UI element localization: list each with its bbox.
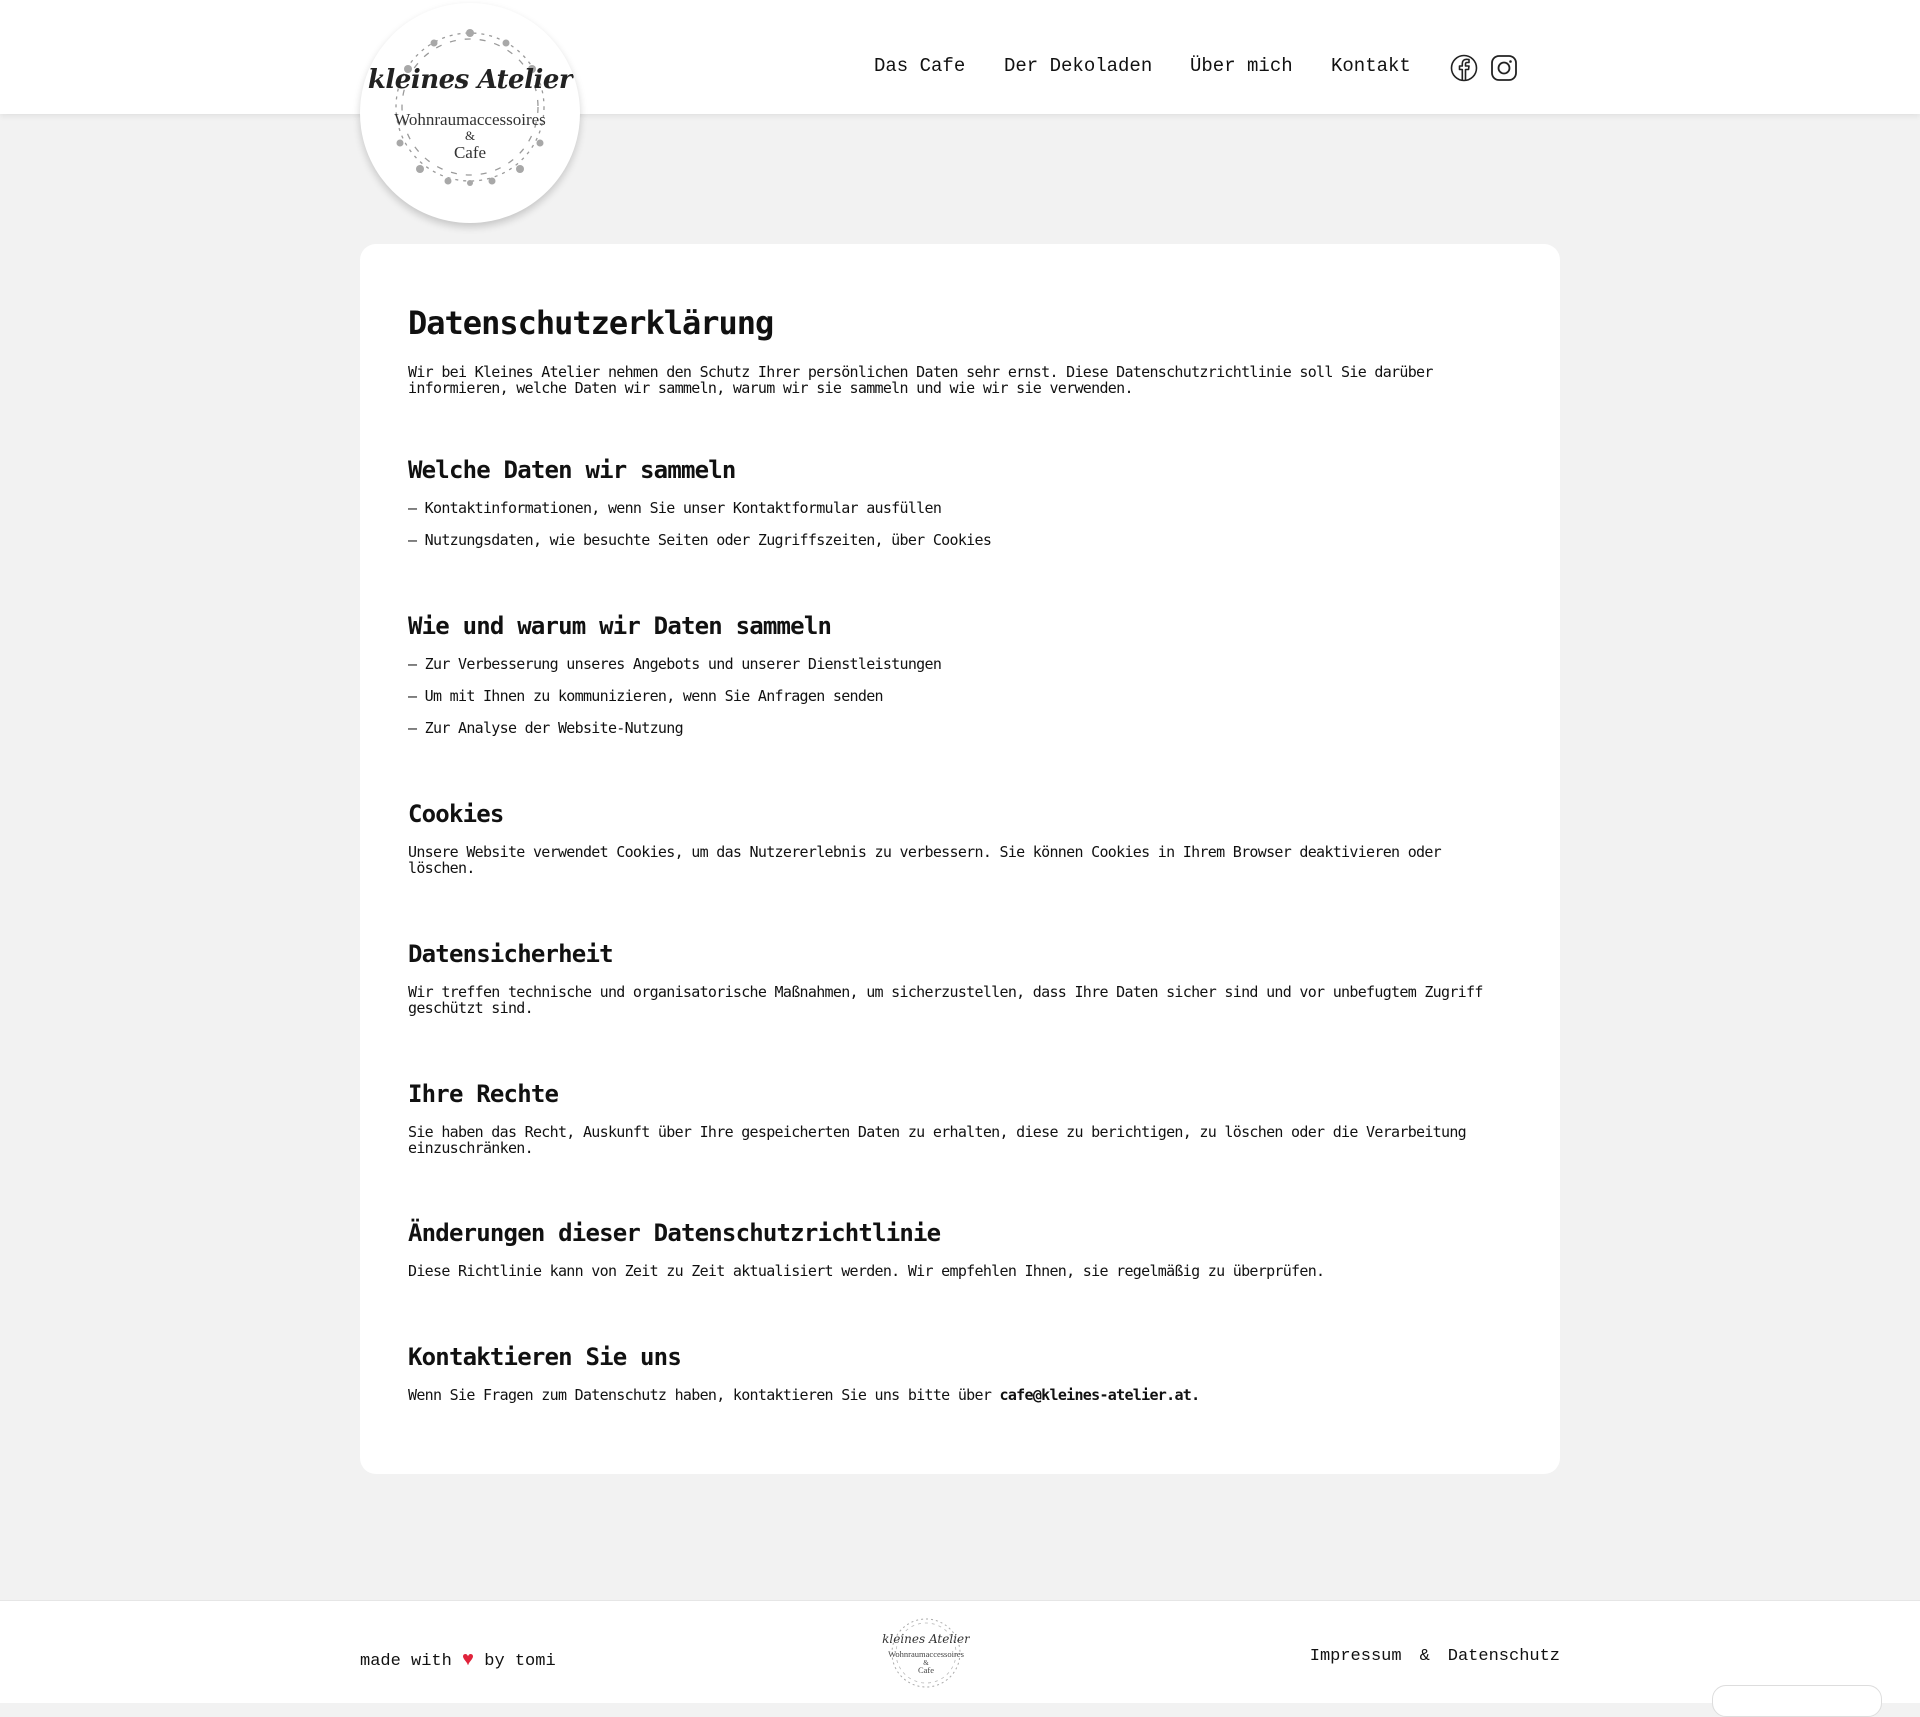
logo-line-2: & <box>464 128 476 143</box>
section-heading: Wie und warum wir Daten sammeln <box>408 612 832 640</box>
section-heading: Datensicherheit <box>408 940 613 968</box>
footer-logo-graphic <box>882 1615 970 1691</box>
facebook-icon[interactable] <box>1450 54 1478 82</box>
section-changes <box>408 1219 1512 1279</box>
site-footer <box>0 1600 1920 1703</box>
section-text: Diese Richtlinie kann von Zeit zu Zeit aktualisiert werden. Wir empfehlen Ihnen, sie regelmäßig zu überprüfen. <box>408 1262 1325 1280</box>
contact-email-link[interactable]: cafe@kleines-atelier.at. <box>999 1386 1200 1404</box>
section-heading: Welche Daten wir sammeln <box>408 456 736 484</box>
section-cookies <box>408 800 1512 876</box>
section-text: Unsere Website verwendet Cookies, um das Nutzererlebnis zu verbessern. Sie können Cookies in Ihrem Browser deaktivieren oder löschen. <box>408 843 1442 877</box>
logo-line-1: Wohnraumaccessoires <box>394 110 546 129</box>
section-text: Wir treffen technische und organisatorische Maßnahmen, um sicherzustellen, dass Ihre Daten sicher sind und vor unbefugtem Zugriff geschützt sind. <box>408 983 1483 1017</box>
made-prefix: made with <box>360 1652 452 1671</box>
svg-text:Wohnraumaccessoires: Wohnraumaccessoires <box>888 1649 964 1659</box>
section-data-collected <box>408 456 1512 564</box>
heart-icon: ♥ <box>462 1649 475 1672</box>
site-logo[interactable] <box>360 3 580 223</box>
list-item: – Zur Verbesserung unseres Angebots und unserer Dienstleistungen <box>408 655 942 673</box>
section-how-why <box>408 612 1512 752</box>
section-text: Wenn Sie Fragen zum Datenschutz haben, kontaktieren Sie uns bitte über <box>408 1386 992 1404</box>
logo-script-text: kleines Atelier <box>367 65 573 95</box>
nav-der-dekoladen[interactable]: Der Dekoladen <box>1004 55 1153 77</box>
section-rights <box>408 1080 1512 1156</box>
made-suffix: by tomi <box>484 1652 556 1671</box>
list-item: – Zur Analyse der Website-Nutzung <box>408 719 683 737</box>
contact-text-line <box>408 1387 1512 1403</box>
corner-widget[interactable] <box>1712 1685 1882 1717</box>
svg-text:&: & <box>923 1659 929 1667</box>
intro-text: Wir bei Kleines Atelier nehmen den Schutz Ihrer persönlichen Daten sehr ernst. Diese Datenschutzrichtlinie soll Sie darüber informieren, welche Daten wir sammeln, warum wir sie sammeln und wie wir sie verwenden. <box>408 363 1433 397</box>
page-title: Datenschutzerklärung <box>408 304 774 342</box>
svg-text:kleines Atelier: kleines Atelier <box>882 1632 970 1646</box>
content-card <box>360 244 1560 1474</box>
nav-kontakt[interactable]: Kontakt <box>1331 55 1411 77</box>
section-contact <box>408 1343 1512 1403</box>
section-heading: Änderungen dieser Datenschutzrichtlinie <box>408 1219 941 1247</box>
footer-logo[interactable] <box>882 1615 970 1691</box>
section-heading: Ihre Rechte <box>408 1080 559 1108</box>
nav-ueber-mich[interactable]: Über mich <box>1190 55 1293 77</box>
footer-separator: & <box>1419 1647 1430 1666</box>
footer-legal-links <box>1310 1647 1560 1666</box>
logo-line-3: Cafe <box>453 143 487 162</box>
section-security <box>408 940 1512 1016</box>
intro-section <box>408 304 1512 396</box>
made-with-credit <box>360 1649 556 1672</box>
section-heading: Kontaktieren Sie uns <box>408 1343 681 1371</box>
instagram-icon[interactable] <box>1490 54 1518 82</box>
list-item: – Kontaktinformationen, wenn Sie unser Kontaktformular ausfüllen <box>408 499 942 517</box>
section-text: Sie haben das Recht, Auskunft über Ihre gespeicherten Daten zu erhalten, diese zu berichtigen, zu löschen oder die Verarbeitung einzuschränken. <box>408 1123 1467 1157</box>
list-item: – Um mit Ihnen zu kommunizieren, wenn Sie Anfragen senden <box>408 687 883 705</box>
section-heading: Cookies <box>408 800 504 828</box>
nav-das-cafe[interactable]: Das Cafe <box>874 55 966 77</box>
site-header <box>0 0 1920 114</box>
datenschutz-link[interactable]: Datenschutz <box>1447 1647 1560 1666</box>
impressum-link[interactable]: Impressum <box>1309 1647 1402 1666</box>
list-item: – Nutzungsdaten, wie besuchte Seiten oder Zugriffszeiten, über Cookies <box>408 531 992 549</box>
svg-text:Cafe: Cafe <box>917 1665 935 1675</box>
